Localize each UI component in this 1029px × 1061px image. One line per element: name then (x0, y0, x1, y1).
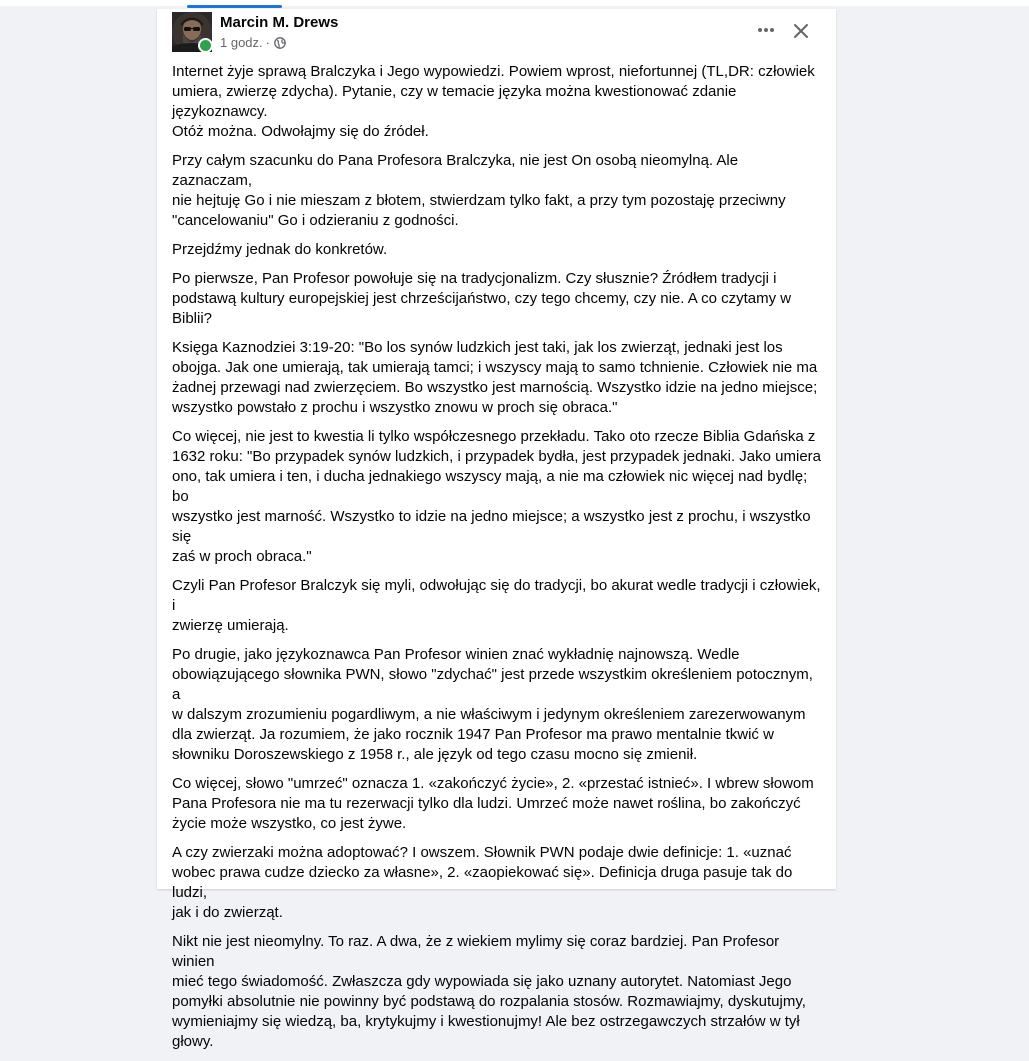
meta-separator: · (265, 35, 270, 50)
more-horizontal-icon (757, 27, 775, 33)
post-paragraph-7: Czyli Pan Profesor Bralczyk się myli, odwołując się do tradycji, bo akurat wedle tradycji i człowiek, i zwierzę umierają. (172, 577, 821, 634)
post-paragraph-8: Po drugie, jako językoznawca Pan Profesor winien znać wykładnię najnowszą. Wedle obowiązującego słownika PWN, słowo "zdychać" jest przede wszystkim określeniem potocznym, a w dalszym zrozumieniu pogardliwym, a nie właściwym i jedynym określeniem zarezerwowanym dla zwierząt. Ja rozumiem, że jako rocznik 1947 Pan Profesor ma prawo mentalnie tkwić w słowniku Doroszewskiego z 1958 r., ale język od tego czasu mocno się zmienił. (172, 646, 813, 763)
post-body (172, 62, 822, 1061)
active-tab-indicator (187, 5, 282, 8)
post-header (157, 9, 836, 59)
top-strip (0, 0, 1029, 6)
post-paragraph-6: Co więcej, nie jest to kwestia li tylko współczesnego przekładu. Tako oto rzecze Biblia Gdańska z 1632 roku: "Bo przypadek synów ludzkich, i przypadek bydła, jest przypadek jednaki. Jako umiera ono, tak umiera i ten, i ducha jednakiego wszyscy mają, a nie ma człowiek nic więcej nad bydlę; bo wszystko jest marność. Wszystko to idzie na jedno miejsce; a wszystko jest z prochu, i wszystko się zaś w proch obraca." (172, 428, 821, 565)
post-meta (220, 35, 286, 50)
post-paragraph-1: Internet żyje sprawą Bralczyka i Jego wypowiedzi. Powiem wprost, niefortunnej (TL,DR: człowiek umiera, zwierzę zdycha). Pytanie, czy w temacie języka można kwestionować zdanie językoznawcy. Otóż można. Odwołajmy się do źródeł. (172, 63, 815, 140)
post-paragraph-2: Przy całym szacunku do Pana Profesora Bralczyka, nie jest On osobą nieomylną. Ale zaznaczam, nie hejtuję Go i nie mieszam z błotem, stwierdzam tylko fakt, a przy tym pozostaję przeciwny "cancelowaniu" Go i odzieraniu z godności. (172, 152, 786, 229)
globe-icon[interactable] (274, 37, 286, 49)
author-name[interactable]: Marcin M. Drews (220, 14, 339, 31)
post-paragraph-9: Co więcej, słowo "umrzeć" oznacza 1. «zakończyć życie», 2. «przestać istnieć». I wbrew słowom Pana Profesora nie ma tu rezerwacji tylko dla ludzi. Umrzeć może nawet roślina, bo zakończyć życie może wszystko, co jest żywe. (172, 775, 814, 832)
post-paragraph-3: Przejdźmy jednak do konkretów. (172, 241, 388, 258)
avatar[interactable] (172, 12, 212, 52)
online-status-dot (198, 38, 213, 53)
more-options-button[interactable] (753, 19, 779, 41)
post-paragraph-11: Nikt nie jest nieomylny. To raz. A dwa, że z wiekiem mylimy się coraz bardziej. Pan Profesor winien mieć tego świadomość. Zwłaszcza gdy wypowiada się jako uznany autorytet. Natomiast Jego pomyłki absolutnie nie powinny być podstawą do rozpalania stosów. Rozmawiajmy, dyskutujmy, wymieniajmy się wiedzą, ba, krytykujmy i kwestionujmy! Ale bez ostrzegawczych strzałów w tył głowy. (172, 933, 806, 1050)
close-button[interactable] (788, 18, 814, 44)
post-time[interactable]: 1 godz. (220, 35, 263, 50)
post-paragraph-4: Po pierwsze, Pan Profesor powołuje się na tradycjonalizm. Czy słusznie? Źródłem tradycji i podstawą kultury europejskiej jest chrześcijaństwo, czy tego chcemy, czy nie. A co czytamy w Biblii? (172, 270, 792, 327)
post-paragraph-5: Księga Kaznodziei 3:19-20: "Bo los synów ludzkich jest taki, jak los zwierząt, jednaki jest los obojga. Jak one umierają, tak umierają tamci; i wszyscy mają to samo tchnienie. Człowiek nie ma żadnej przewagi nad zwierzęciem. Bo wszystko jest marnością. Wszystko idzie na jedno miejsce; wszystko powstało z prochu i wszystko znowu w proch się obraca." (172, 339, 818, 416)
post-card (157, 9, 836, 1050)
post-paragraph-10: A czy zwierzaki można adoptować? I owszem. Słownik PWN podaje dwie definicje: 1. «uznać wobec prawa cudze dziecko za własne», 2. «zaopiekować się». Definicja druga pasuje tak do ludzi, jak i do zwierząt. (172, 844, 793, 921)
close-icon (793, 23, 809, 39)
